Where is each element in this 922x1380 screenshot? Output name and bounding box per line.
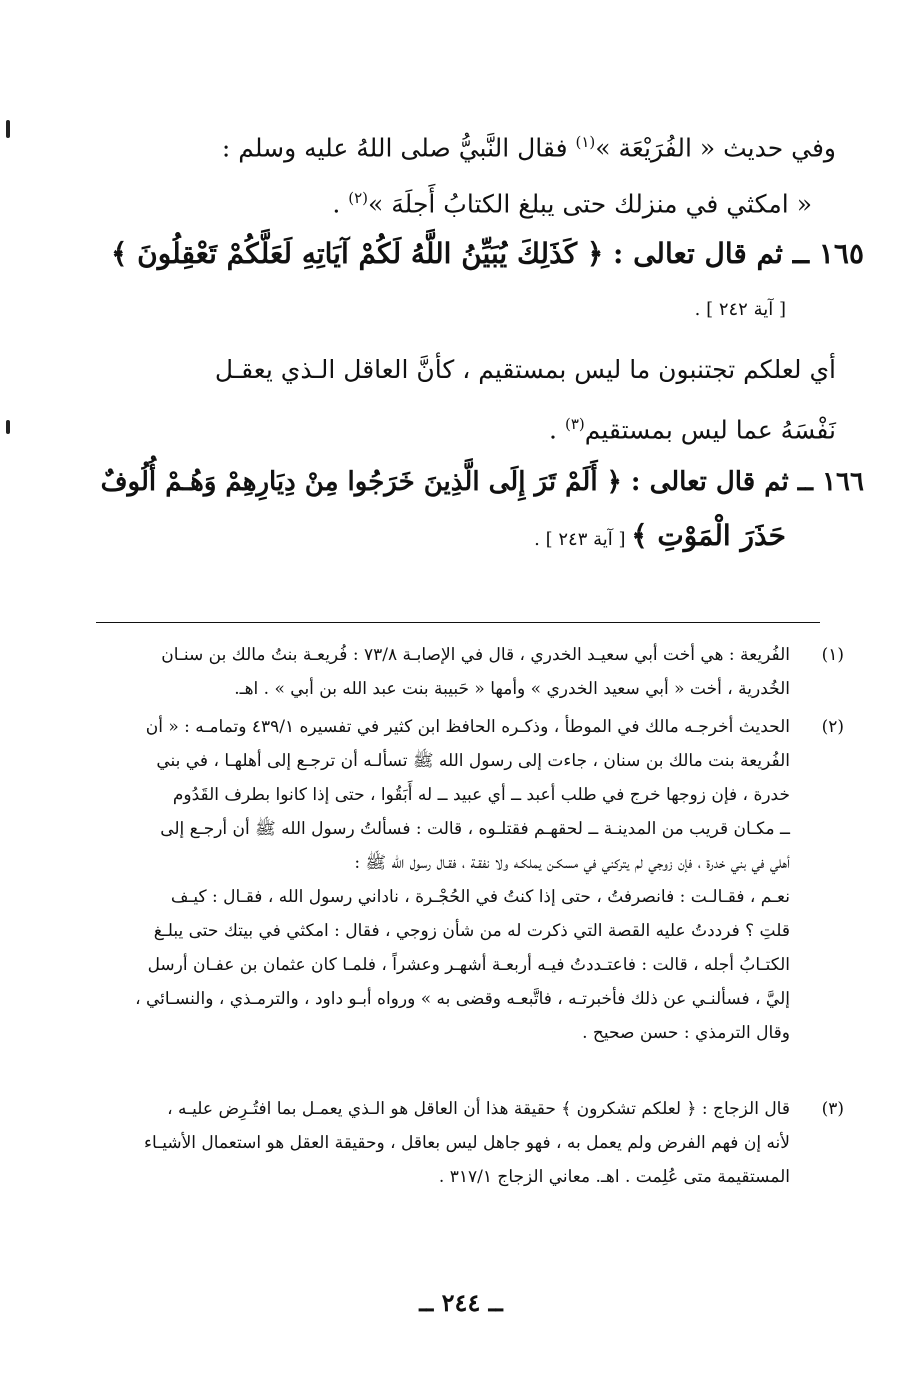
footnote-line: إليَّ ، فسألنـي عن ذلك فأخبرتـه ، فاتَّبعـه وقضى به » ورواه أبـو داود ، والترمـذي ، والنسـائي ، [135,989,790,1009]
text-run: . [332,189,349,219]
footnote-ref[interactable]: (٣) [564,415,585,433]
footnote-line: قال الزجاج : ﴿ لعلكم تشكرون ﴾ حقيقة هذا أن العاقل هو الـذي يعمـل بما افتُـرِض عليـه ، [167,1099,790,1119]
verse-heading-166 [101,466,864,498]
text-line [222,126,836,164]
footnote-line: الفُريعة بنت مالك بن سنان ، جاءت إلى رسول الله ﷺ تسألـه أن ترجـع إلى أهلهـا ، في بني [156,751,790,771]
margin-mark [6,420,10,434]
verse-reference [695,294,786,326]
text-run: حَذَرَ الْمَوْتِ ﴾ [631,519,786,552]
footnote-divider [96,622,820,623]
footnote-line: الكتـابُ أجله ، قالت : فاعتـددتُ فيـه أربعـة أشهـر وعشراً ، فلمـا كان عثمان بن عفـان أرسل [147,955,790,975]
footnote-ref[interactable]: (٢) [348,189,369,207]
text-run: أي لعلكم تجتنبون ما ليس بمستقيم ، كأنَّ العاقل الـذي يعقـل [214,355,836,384]
footnote-line: ــ مكـان قريب من المدينـة ــ لحقهـم فقتلـوه ، قالت : فسألتُ رسول الله ﷺ أن أرجـع إلى [160,819,790,839]
footnote-line: الحديث أخرجـه مالك في الموطأ ، وذكـره الحافظ ابن كثير في تفسيره ٤٣٩/١ وتمامـه : « أن [145,717,790,737]
footnote-ref[interactable]: (١) [575,133,596,151]
text-run: . [549,415,565,445]
footnote-line: وقال الترمذي : حسن صحيح . [582,1023,790,1043]
footnote-line: نعـم ، فقـالـت : فانصرفتُ ، حتى إذا كنتُ في الحُجْـرة ، ناداني رسول الله ، فقـال : كيـف [170,887,790,907]
margin-mark [6,120,10,138]
text-line [332,182,812,220]
footnote-line: المستقيمة متى عُلِمت . اهـ. معاني الزجاج ٣١٧/١ . [438,1167,790,1187]
verse-heading-165 [111,238,864,270]
footnote-line: الفُريعة : هي أخت أبي سعيـد الخدري ، قال في الإصابـة ٧٣/٨ : فُريعـة بنتُ مالك بن سنـان [161,645,790,665]
text-run: فقال النَّبيُّ صلى اللهُ عليه وسلم : [221,133,576,163]
footnote-line: خدرة ، فإن زوجها خرج في طلب أعبد ــ أي عبيد ــ له أَبَقُوا ، حتى إذا كانوا بطرف القَدُوم [172,785,790,805]
text-run: نَفْسَهُ عما ليس بمستقيم [584,415,836,445]
footnote-line: لأنه إن فهم الفرض ولم يعمل به ، فهو جاهل ليس بعاقل ، وحقيقة العقل هو استعمال الأشيـاء [144,1133,790,1153]
footnote-line: أهلي في بني خدرة ، فإن زوجي لم يتركني في مسكـن يملكـه ولا نفقـة ، فقـال رسول الله ﷺ : [354,853,790,873]
text-line [215,354,836,386]
text-run: ١٦٦ ــ ثم قال تعالى : ﴿ أَلَمْ تَرَ إِلَى الَّذِينَ خَرَجُوا مِنْ دِيَارِهِمْ وَهُـمْ أُلُوفٌ [100,467,864,497]
text-run: [ آية ٢٤٢ ] . [694,299,786,320]
text-line [549,408,836,446]
verse-reference: [ آية ٢٤٣ ] . [534,529,632,550]
text-line [534,520,786,556]
footnote-number: (١) [821,645,844,665]
footnote-number: (٢) [821,717,844,737]
text-run: وفي حديث « الفُرَيْعَة » [595,133,836,163]
footnote-number: (٣) [821,1099,844,1119]
footnote-line: قلتِ ؟ فرددتُ عليه القصة التي ذكرت له من شأن زوجي ، فقال : امكثي في بيتك حتى يبلـغ [153,921,790,941]
footnote-line: الخُدرية ، أخت « أبي سعيد الخدري » وأمها « حَبيبة بنت عبد الله بن أبي » . اهـ. [234,679,790,699]
text-run: « امكثي في منزلك حتى يبلغ الكتابُ أَجلَهَ » [368,189,812,219]
text-run: ١٦٥ ــ ثم قال تعالى : ﴿ كَذَلِكَ يُبَيِّنُ اللَّهُ لَكُمْ آيَاتِهِ لَعَلَّكُمْ تَعْقِلُونَ ﴾ [111,237,864,270]
page-number: ــ ٢٤٤ ــ [419,1288,503,1317]
